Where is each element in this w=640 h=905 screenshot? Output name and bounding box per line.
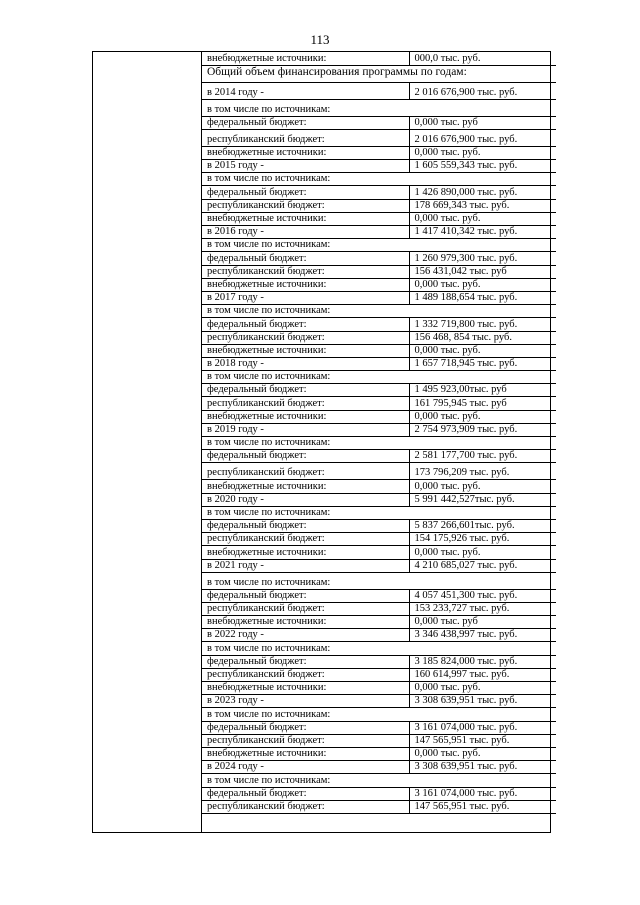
year-total: 5 991 442,527тыс. руб.: [409, 493, 556, 506]
table-row: [202, 668, 556, 681]
year-total: 3 308 639,951 тыс. руб.: [409, 695, 556, 708]
row-value: 000,0 тыс. руб.: [409, 52, 556, 65]
republic-value: 161 795,945 тыс. руб: [409, 397, 556, 410]
table-row: [202, 519, 556, 532]
republic-label: республиканский бюджет:: [202, 800, 409, 813]
republic-value: 147 565,951 тыс. руб.: [409, 734, 556, 747]
republic-label: республиканский бюджет:: [202, 533, 409, 546]
extrabudget-label: внебюджетные источники:: [202, 212, 409, 225]
year-total: 2 754 973,909 тыс. руб.: [409, 423, 556, 436]
federal-label: федеральный бюджет:: [202, 252, 409, 265]
table-row: [202, 65, 556, 82]
republic-value: 160 614,997 тыс. руб.: [409, 668, 556, 681]
table-row: [202, 533, 556, 546]
year-total: 1 489 188,654 тыс. руб.: [409, 291, 556, 304]
table-row: [202, 423, 556, 436]
federal-label: федеральный бюджет:: [202, 589, 409, 602]
extrabudget-value: 0,000 тыс. руб.: [409, 747, 556, 760]
federal-value: 0,000 тыс. руб: [409, 116, 556, 129]
republic-value: 154 175,926 тыс. руб.: [409, 533, 556, 546]
federal-value: 3 185 824,000 тыс. руб.: [409, 655, 556, 668]
extrabudget-value: 0,000 тыс. руб: [409, 616, 556, 629]
republic-value: 178 669,343 тыс. руб.: [409, 199, 556, 212]
year-total: 3 346 438,997 тыс. руб.: [409, 629, 556, 642]
federal-value: 1 260 979,300 тыс. руб.: [409, 252, 556, 265]
extrabudget-label: внебюджетные источники:: [202, 278, 409, 291]
federal-label: федеральный бюджет:: [202, 116, 409, 129]
table-row: [202, 344, 556, 357]
table-row: [202, 721, 556, 734]
extrabudget-label: внебюджетные источники:: [202, 146, 409, 159]
table-row: [202, 589, 556, 602]
year-label: в 2019 году -: [202, 423, 409, 436]
table-row: [202, 642, 556, 655]
year-label: в 2024 году -: [202, 761, 409, 774]
year-total: 1 605 559,343 тыс. руб.: [409, 160, 556, 173]
extrabudget-value: 0,000 тыс. руб.: [409, 146, 556, 159]
extrabudget-label: внебюджетные источники:: [202, 480, 409, 493]
year-label: в 2022 году -: [202, 629, 409, 642]
table-row: [202, 82, 556, 99]
table-row: [202, 357, 556, 370]
table-row: [202, 506, 556, 519]
year-label: в 2014 году -: [202, 82, 409, 99]
republic-label: республиканский бюджет:: [202, 463, 409, 480]
table-row: [202, 708, 556, 721]
federal-value: 5 837 266,601тыс. руб.: [409, 519, 556, 532]
table-row: [202, 212, 556, 225]
republic-label: республиканский бюджет:: [202, 331, 409, 344]
table-row: [202, 800, 556, 813]
republic-value: 147 565,951 тыс. руб.: [409, 800, 556, 813]
republic-label: республиканский бюджет:: [202, 734, 409, 747]
extrabudget-label: внебюджетные источники:: [202, 546, 409, 559]
federal-label: федеральный бюджет:: [202, 519, 409, 532]
federal-value: 4 057 451,300 тыс. руб.: [409, 589, 556, 602]
republic-value: 153 233,727 тыс. руб.: [409, 602, 556, 615]
federal-value: 1 426 890,000 тыс. руб.: [409, 186, 556, 199]
extrabudget-label: внебюджетные источники:: [202, 682, 409, 695]
federal-value: 3 161 074,000 тыс. руб.: [409, 787, 556, 800]
table-row: [202, 546, 556, 559]
sources-subheading: в том числе по источникам:: [202, 642, 556, 655]
table-row: [202, 572, 556, 589]
table-row: [202, 318, 556, 331]
table-row: [202, 305, 556, 318]
table-row: [202, 655, 556, 668]
table-row: [202, 160, 556, 173]
federal-label: федеральный бюджет:: [202, 186, 409, 199]
sources-subheading: в том числе по источникам:: [202, 708, 556, 721]
table-row: [202, 616, 556, 629]
sources-subheading: в том числе по источникам:: [202, 774, 556, 787]
extrabudget-label: внебюджетные источники:: [202, 747, 409, 760]
table-row: [202, 173, 556, 186]
year-total: 4 210 685,027 тыс. руб.: [409, 559, 556, 572]
sources-subheading: в том числе по источникам:: [202, 305, 556, 318]
extrabudget-value: 0,000 тыс. руб.: [409, 344, 556, 357]
extrabudget-value: 0,000 тыс. руб.: [409, 410, 556, 423]
republic-label: республиканский бюджет:: [202, 397, 409, 410]
year-label: в 2020 году -: [202, 493, 409, 506]
extrabudget-label: внебюджетные источники:: [202, 616, 409, 629]
year-label: в 2018 году -: [202, 357, 409, 370]
table-row: [202, 291, 556, 304]
federal-label: федеральный бюджет:: [202, 655, 409, 668]
federal-label: федеральный бюджет:: [202, 384, 409, 397]
sources-subheading: в том числе по источникам:: [202, 99, 556, 116]
table-row: [202, 747, 556, 760]
federal-value: 3 161 074,000 тыс. руб.: [409, 721, 556, 734]
table-row: [202, 787, 556, 800]
federal-value: 2 581 177,700 тыс. руб.: [409, 450, 556, 463]
extrabudget-value: 0,000 тыс. руб.: [409, 480, 556, 493]
year-label: в 2015 году -: [202, 160, 409, 173]
sources-subheading: в том числе по источникам:: [202, 437, 556, 450]
table-row: [202, 602, 556, 615]
table-row: [202, 371, 556, 384]
table-row: [202, 410, 556, 423]
table-row: [202, 682, 556, 695]
table-row: [202, 493, 556, 506]
republic-value: 156 468, 854 тыс. руб.: [409, 331, 556, 344]
table-left-column: [93, 52, 202, 832]
extrabudget-value: 0,000 тыс. руб.: [409, 546, 556, 559]
table-row: [202, 252, 556, 265]
financing-table-frame: [92, 51, 551, 833]
republic-label: республиканский бюджет:: [202, 265, 409, 278]
sources-subheading: в том числе по источникам:: [202, 371, 556, 384]
republic-value: 2 016 676,900 тыс. руб.: [409, 129, 556, 146]
federal-value: 1 495 923,00тыс. руб: [409, 384, 556, 397]
year-total: 1 417 410,342 тыс. руб.: [409, 226, 556, 239]
page-number: 113: [310, 32, 330, 47]
republic-label: республиканский бюджет:: [202, 129, 409, 146]
table-row: [202, 146, 556, 159]
federal-label: федеральный бюджет:: [202, 787, 409, 800]
table-row: [202, 695, 556, 708]
year-label: в 2017 году -: [202, 291, 409, 304]
table-row: [202, 52, 556, 65]
table-row: [202, 331, 556, 344]
table-row: [202, 480, 556, 493]
table-row: [202, 129, 556, 146]
year-total: 2 016 676,900 тыс. руб.: [409, 82, 556, 99]
federal-label: федеральный бюджет:: [202, 721, 409, 734]
table-row: [202, 734, 556, 747]
year-label: в 2023 году -: [202, 695, 409, 708]
total-heading: Общий объем финансирования программы по годам:: [202, 65, 556, 82]
row-label: внебюджетные источники:: [202, 52, 409, 65]
republic-value: 156 431,042 тыс. руб: [409, 265, 556, 278]
table-row: [202, 226, 556, 239]
table-row: [202, 99, 556, 116]
sources-subheading: в том числе по источникам:: [202, 506, 556, 519]
table-row: [202, 199, 556, 212]
federal-label: федеральный бюджет:: [202, 450, 409, 463]
table-row: [202, 437, 556, 450]
republic-value: 173 796,209 тыс. руб.: [409, 463, 556, 480]
table-row: [202, 116, 556, 129]
republic-label: республиканский бюджет:: [202, 668, 409, 681]
year-label: в 2021 году -: [202, 559, 409, 572]
table-row: [202, 186, 556, 199]
table-row: [202, 774, 556, 787]
year-label: в 2016 году -: [202, 226, 409, 239]
table-row: [202, 450, 556, 463]
sources-subheading: в том числе по источникам:: [202, 572, 556, 589]
republic-label: республиканский бюджет:: [202, 199, 409, 212]
year-total: 3 308 639,951 тыс. руб.: [409, 761, 556, 774]
table-row: [202, 559, 556, 572]
year-total: 1 657 718,945 тыс. руб.: [409, 357, 556, 370]
table-row: [202, 278, 556, 291]
table-row: [202, 265, 556, 278]
republic-label: республиканский бюджет:: [202, 602, 409, 615]
federal-label: федеральный бюджет:: [202, 318, 409, 331]
sources-subheading: в том числе по источникам:: [202, 239, 556, 252]
table-row: [202, 629, 556, 642]
table-row: [202, 384, 556, 397]
table-row: [202, 761, 556, 774]
extrabudget-value: 0,000 тыс. руб.: [409, 278, 556, 291]
extrabudget-label: внебюджетные источники:: [202, 410, 409, 423]
table-row: [202, 239, 556, 252]
extrabudget-label: внебюджетные источники:: [202, 344, 409, 357]
extrabudget-value: 0,000 тыс. руб.: [409, 212, 556, 225]
sources-subheading: в том числе по источникам:: [202, 173, 556, 186]
federal-value: 1 332 719,800 тыс. руб.: [409, 318, 556, 331]
table-row: [202, 463, 556, 480]
table-row: [202, 397, 556, 410]
extrabudget-value: 0,000 тыс. руб.: [409, 682, 556, 695]
financing-table: [202, 52, 556, 814]
